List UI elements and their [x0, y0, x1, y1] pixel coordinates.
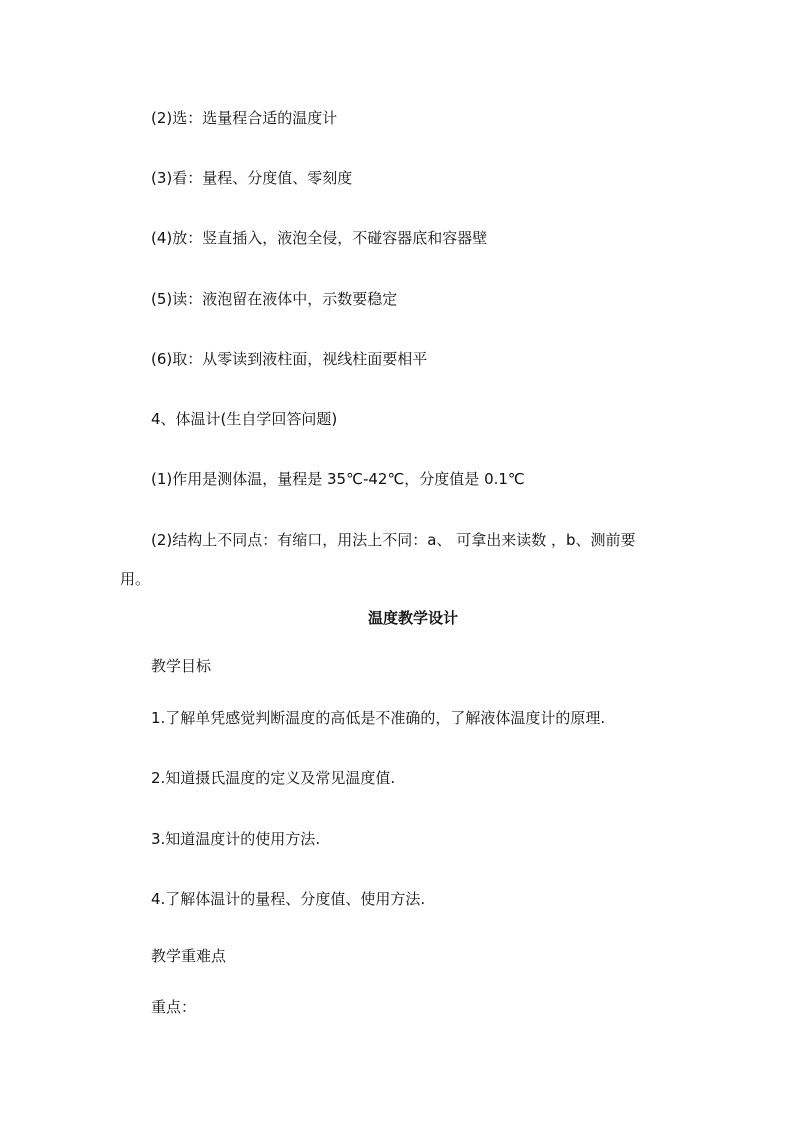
step-take: (6)取：从零读到液柱面，视线柱面要相平	[151, 350, 428, 368]
section4-item2-line2: 用。	[120, 570, 151, 588]
section4-heading: 4、体温计(生自学回答问题)	[151, 410, 338, 428]
objectives-heading: 教学目标	[151, 657, 212, 675]
step-select: (2)选：选量程合适的温度计	[151, 109, 338, 127]
objective-4: 4.了解体温计的量程、分度值、使用方法.	[151, 890, 426, 908]
key-points-label: 重点：	[151, 998, 197, 1016]
objective-1: 1.了解单凭感觉判断温度的高低是不准确的，了解液体温度计的原理.	[151, 709, 606, 727]
design-title: 温度教学设计	[367, 609, 458, 627]
key-difficult-heading: 教学重难点	[151, 947, 227, 965]
objective-2: 2.知道摄氏温度的定义及常见温度值.	[151, 769, 396, 787]
step-read: (5)读：液泡留在液体中，示数要稳定	[151, 290, 398, 308]
section4-item1: (1)作用是测体温，量程是 35℃-42℃，分度值是 0.1℃	[151, 470, 525, 488]
step-place: (4)放：竖直插入，液泡全侵，不碰容器底和容器壁	[151, 229, 488, 247]
section4-item2-line1: (2)结构上不同点：有缩口，用法上不同：a、 可拿出来读数 ，b、测前要	[151, 531, 636, 549]
objective-3: 3.知道温度计的使用方法.	[151, 830, 321, 848]
step-look: (3)看：量程、分度值、零刻度	[151, 169, 353, 187]
